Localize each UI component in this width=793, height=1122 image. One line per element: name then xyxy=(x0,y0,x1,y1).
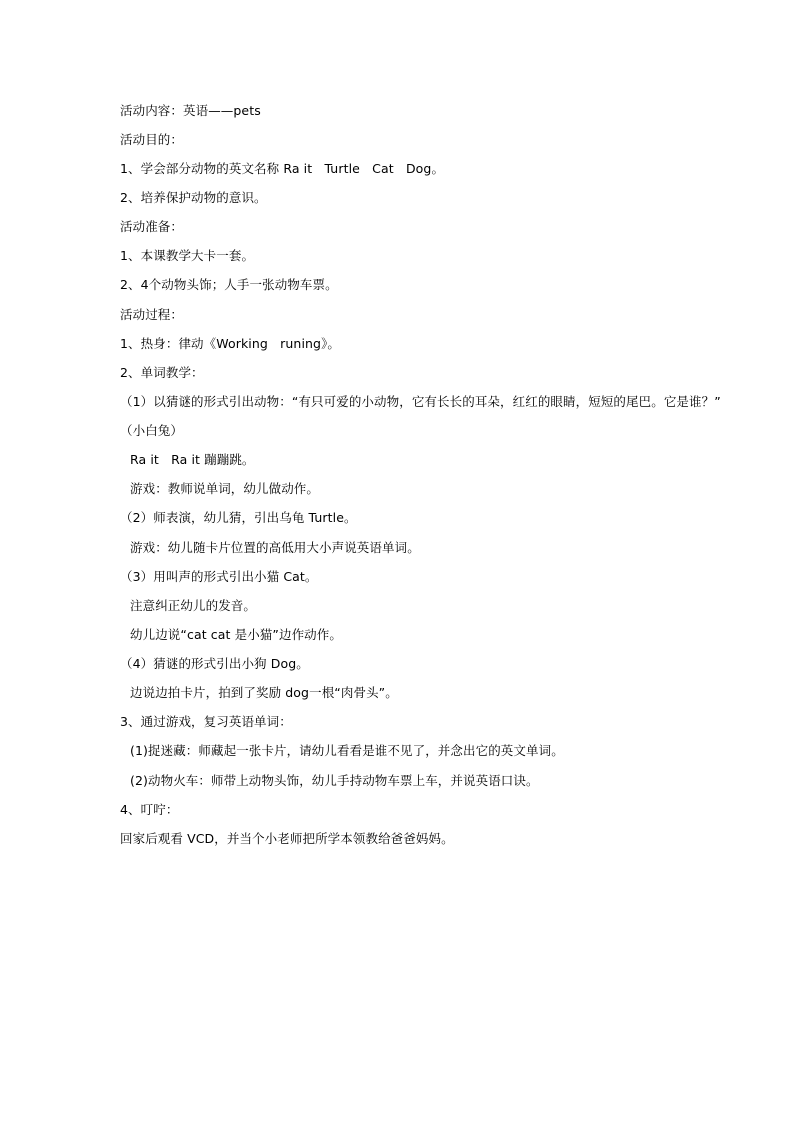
goal-item-1: 1、学会部分动物的英文名称 Ra it Turtle Cat Dog。 xyxy=(120,161,445,176)
process-item-2: 2、单词教学： xyxy=(120,365,204,380)
activity-prep-heading: 活动准备： xyxy=(120,219,184,234)
vocab-step-4-action: 边说边拍卡片，拍到了奖励 dog一根“肉骨头”。 xyxy=(130,685,398,700)
prep-item-2: 2、4个动物头饰；人手一张动物车票。 xyxy=(120,277,338,292)
prep-item-1: 1、本课教学大卡一套。 xyxy=(120,248,255,263)
vocab-step-1: （1）以猜谜的形式引出动物：“有只可爱的小动物，它有长长的耳朵，红红的眼睛，短短的尾巴。它是谁？” xyxy=(120,394,721,409)
vocab-step-1-game: 游戏：教师说单词，幼儿做动作。 xyxy=(130,481,320,496)
review-game-2: (2)动物火车：师带上动物头饰，幼儿手持动物车票上车，并说英语口诀。 xyxy=(130,773,539,788)
vocab-step-3: （3）用叫声的形式引出小猫 Cat。 xyxy=(120,569,318,584)
activity-content-line: 活动内容：英语——pets xyxy=(120,103,261,118)
process-item-3: 3、通过游戏，复习英语单词： xyxy=(120,714,292,729)
vocab-step-1-answer: （小白兔） xyxy=(120,423,184,438)
process-item-4: 4、叮咛： xyxy=(120,802,179,817)
vocab-step-2-game: 游戏：幼儿随卡片位置的高低用大小声说英语单词。 xyxy=(130,540,420,555)
goal-item-2: 2、培养保护动物的意识。 xyxy=(120,190,267,205)
activity-goal-heading: 活动目的： xyxy=(120,132,184,147)
vocab-step-2: （2）师表演，幼儿猜，引出乌龟 Turtle。 xyxy=(120,510,357,525)
vocab-step-4: （4）猜谜的形式引出小狗 Dog。 xyxy=(120,656,309,671)
vocab-step-3-note: 注意纠正幼儿的发音。 xyxy=(130,598,257,613)
review-game-1: (1)捉迷藏：师藏起一张卡片，请幼儿看看是谁不见了，并念出它的英文单词。 xyxy=(130,743,564,758)
process-item-1: 1、热身：律动《Working runing》。 xyxy=(120,336,341,351)
reminder-text: 回家后观看 VCD，并当个小老师把所学本领教给爸爸妈妈。 xyxy=(120,831,454,846)
vocab-step-1-chant: Ra it Ra it 蹦蹦跳。 xyxy=(130,452,255,467)
activity-process-heading: 活动过程： xyxy=(120,307,184,322)
vocab-step-3-action: 幼儿边说“cat cat 是小猫”边作动作。 xyxy=(130,627,342,642)
